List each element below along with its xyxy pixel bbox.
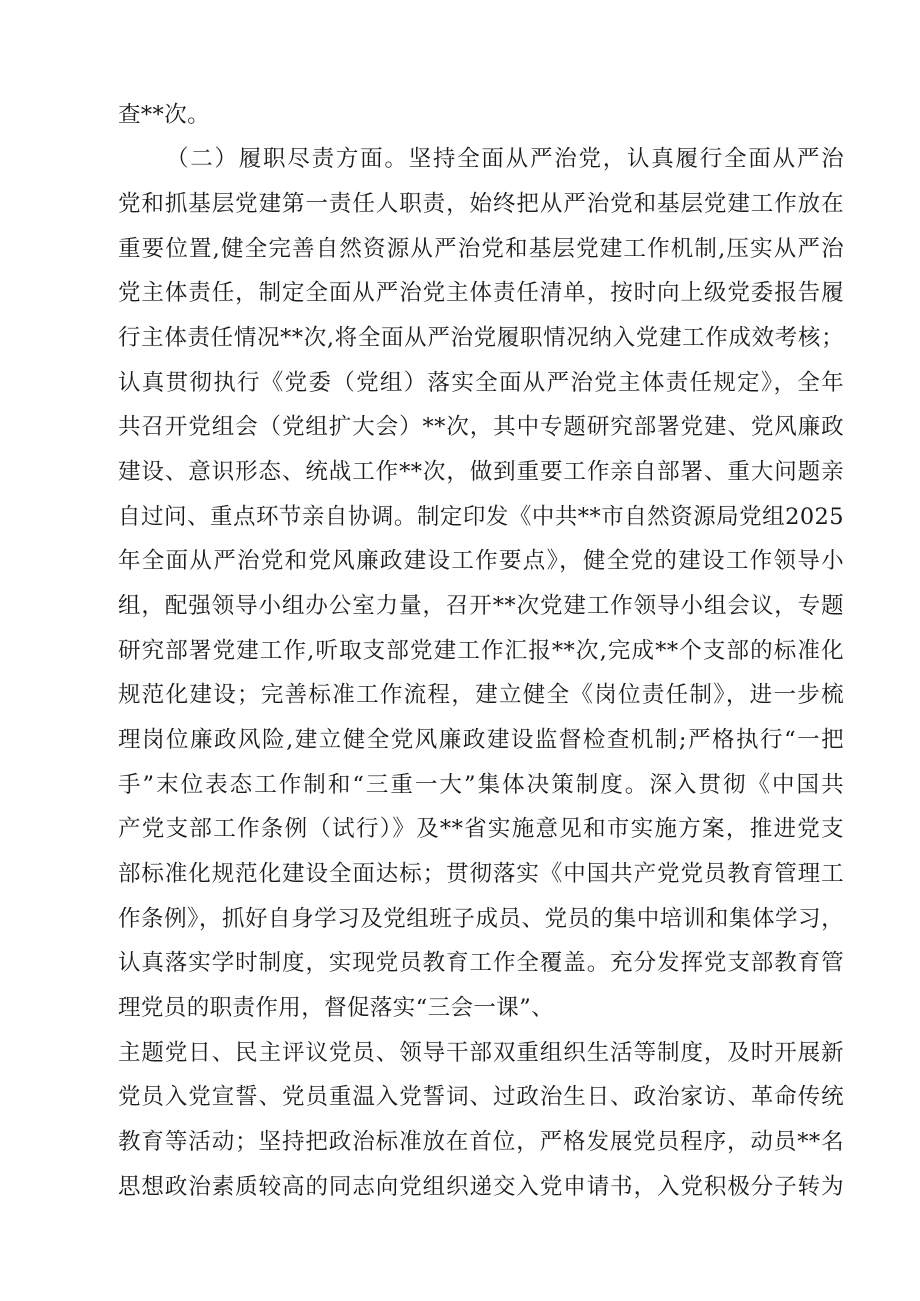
text-line-12: 组，配强领导小组办公室力量，召开**次党建工作领导小组会议，专题 [118, 593, 844, 619]
text-line-22: 主题党日、民主评议党员、领导干部双重组织生活等制度，及时开展新 [118, 1040, 844, 1066]
text-line-11: 年全面从严治党和党风廉政建设工作要点》，健全党的建设工作领导小 [118, 548, 844, 574]
text-line-16: 手”末位表态工作制和“三重一大”集体决策制度。深入贯彻《中国共 [118, 772, 844, 798]
text-line-24: 教育等活动；坚持把政治标准放在首位，严格发展党员程序，动员**名 [118, 1129, 844, 1155]
text-line-8: 共召开党组会（党组扩大会）**次，其中专题研究部署党建、党风廉政 [118, 414, 844, 440]
text-line-20: 认真落实学时制度，实现党员教育工作全覆盖。充分发挥党支部教育管 [118, 950, 844, 976]
text-line-19: 作条例》，抓好自身学习及党组班子成员、党员的集中培训和集体学习， [118, 906, 844, 932]
text-line-14: 规范化建设；完善标准工作流程，建立健全《岗位责任制》，进一步梳 [118, 682, 844, 708]
text-line-21: 理党员的职责作用，督促落实“三会一课”、 [118, 995, 555, 1021]
text-line-1: 查**次。 [118, 102, 211, 128]
text-line-7: 认真贯彻执行《党委（党组）落实全面从严治党主体责任规定》，全年 [118, 370, 844, 396]
text-line-9: 建设、意识形态、统战工作**次，做到重要工作亲自部署、重大问题亲 [118, 459, 844, 485]
text-line-17: 产党支部工作条例（试行）》及**省实施意见和市实施方案，推进党支 [118, 816, 844, 842]
text-line-5: 党主体责任，制定全面从严治党主体责任清单，按时向上级党委报告履 [118, 280, 844, 306]
text-line-6: 行主体责任情况**次,将全面从严治党履职情况纳入党建工作成效考核； [118, 325, 844, 351]
text-line-4: 重要位置,健全完善自然资源从严治党和基层党建工作机制,压实从严治 [118, 236, 844, 262]
text-line-25: 思想政治素质较高的同志向党组织递交入党申请书，入党积极分子转为 [118, 1174, 844, 1200]
text-line-3: 党和抓基层党建第一责任人职责，始终把从严治党和基层党建工作放在 [118, 191, 844, 217]
text-line-18: 部标准化规范化建设全面达标；贯彻落实《中国共产党党员教育管理工 [118, 861, 844, 887]
text-line-13: 研究部署党建工作,听取支部党建工作汇报**次,完成**个支部的标准化 [118, 638, 844, 664]
text-line-15: 理岗位廉政风险,建立健全党风廉政建设监督检查机制;严格执行“一把 [118, 727, 844, 753]
text-line-2: （二）履职尽责方面。坚持全面从严治党，认真履行全面从严治 [166, 146, 844, 172]
text-line-10: 自过问、重点环节亲自协调。制定印发《中共**市自然资源局党组2025 [118, 504, 844, 530]
text-line-23: 党员入党宣誓、党员重温入党誓词、过政治生日、政治家访、革命传统 [118, 1084, 844, 1110]
